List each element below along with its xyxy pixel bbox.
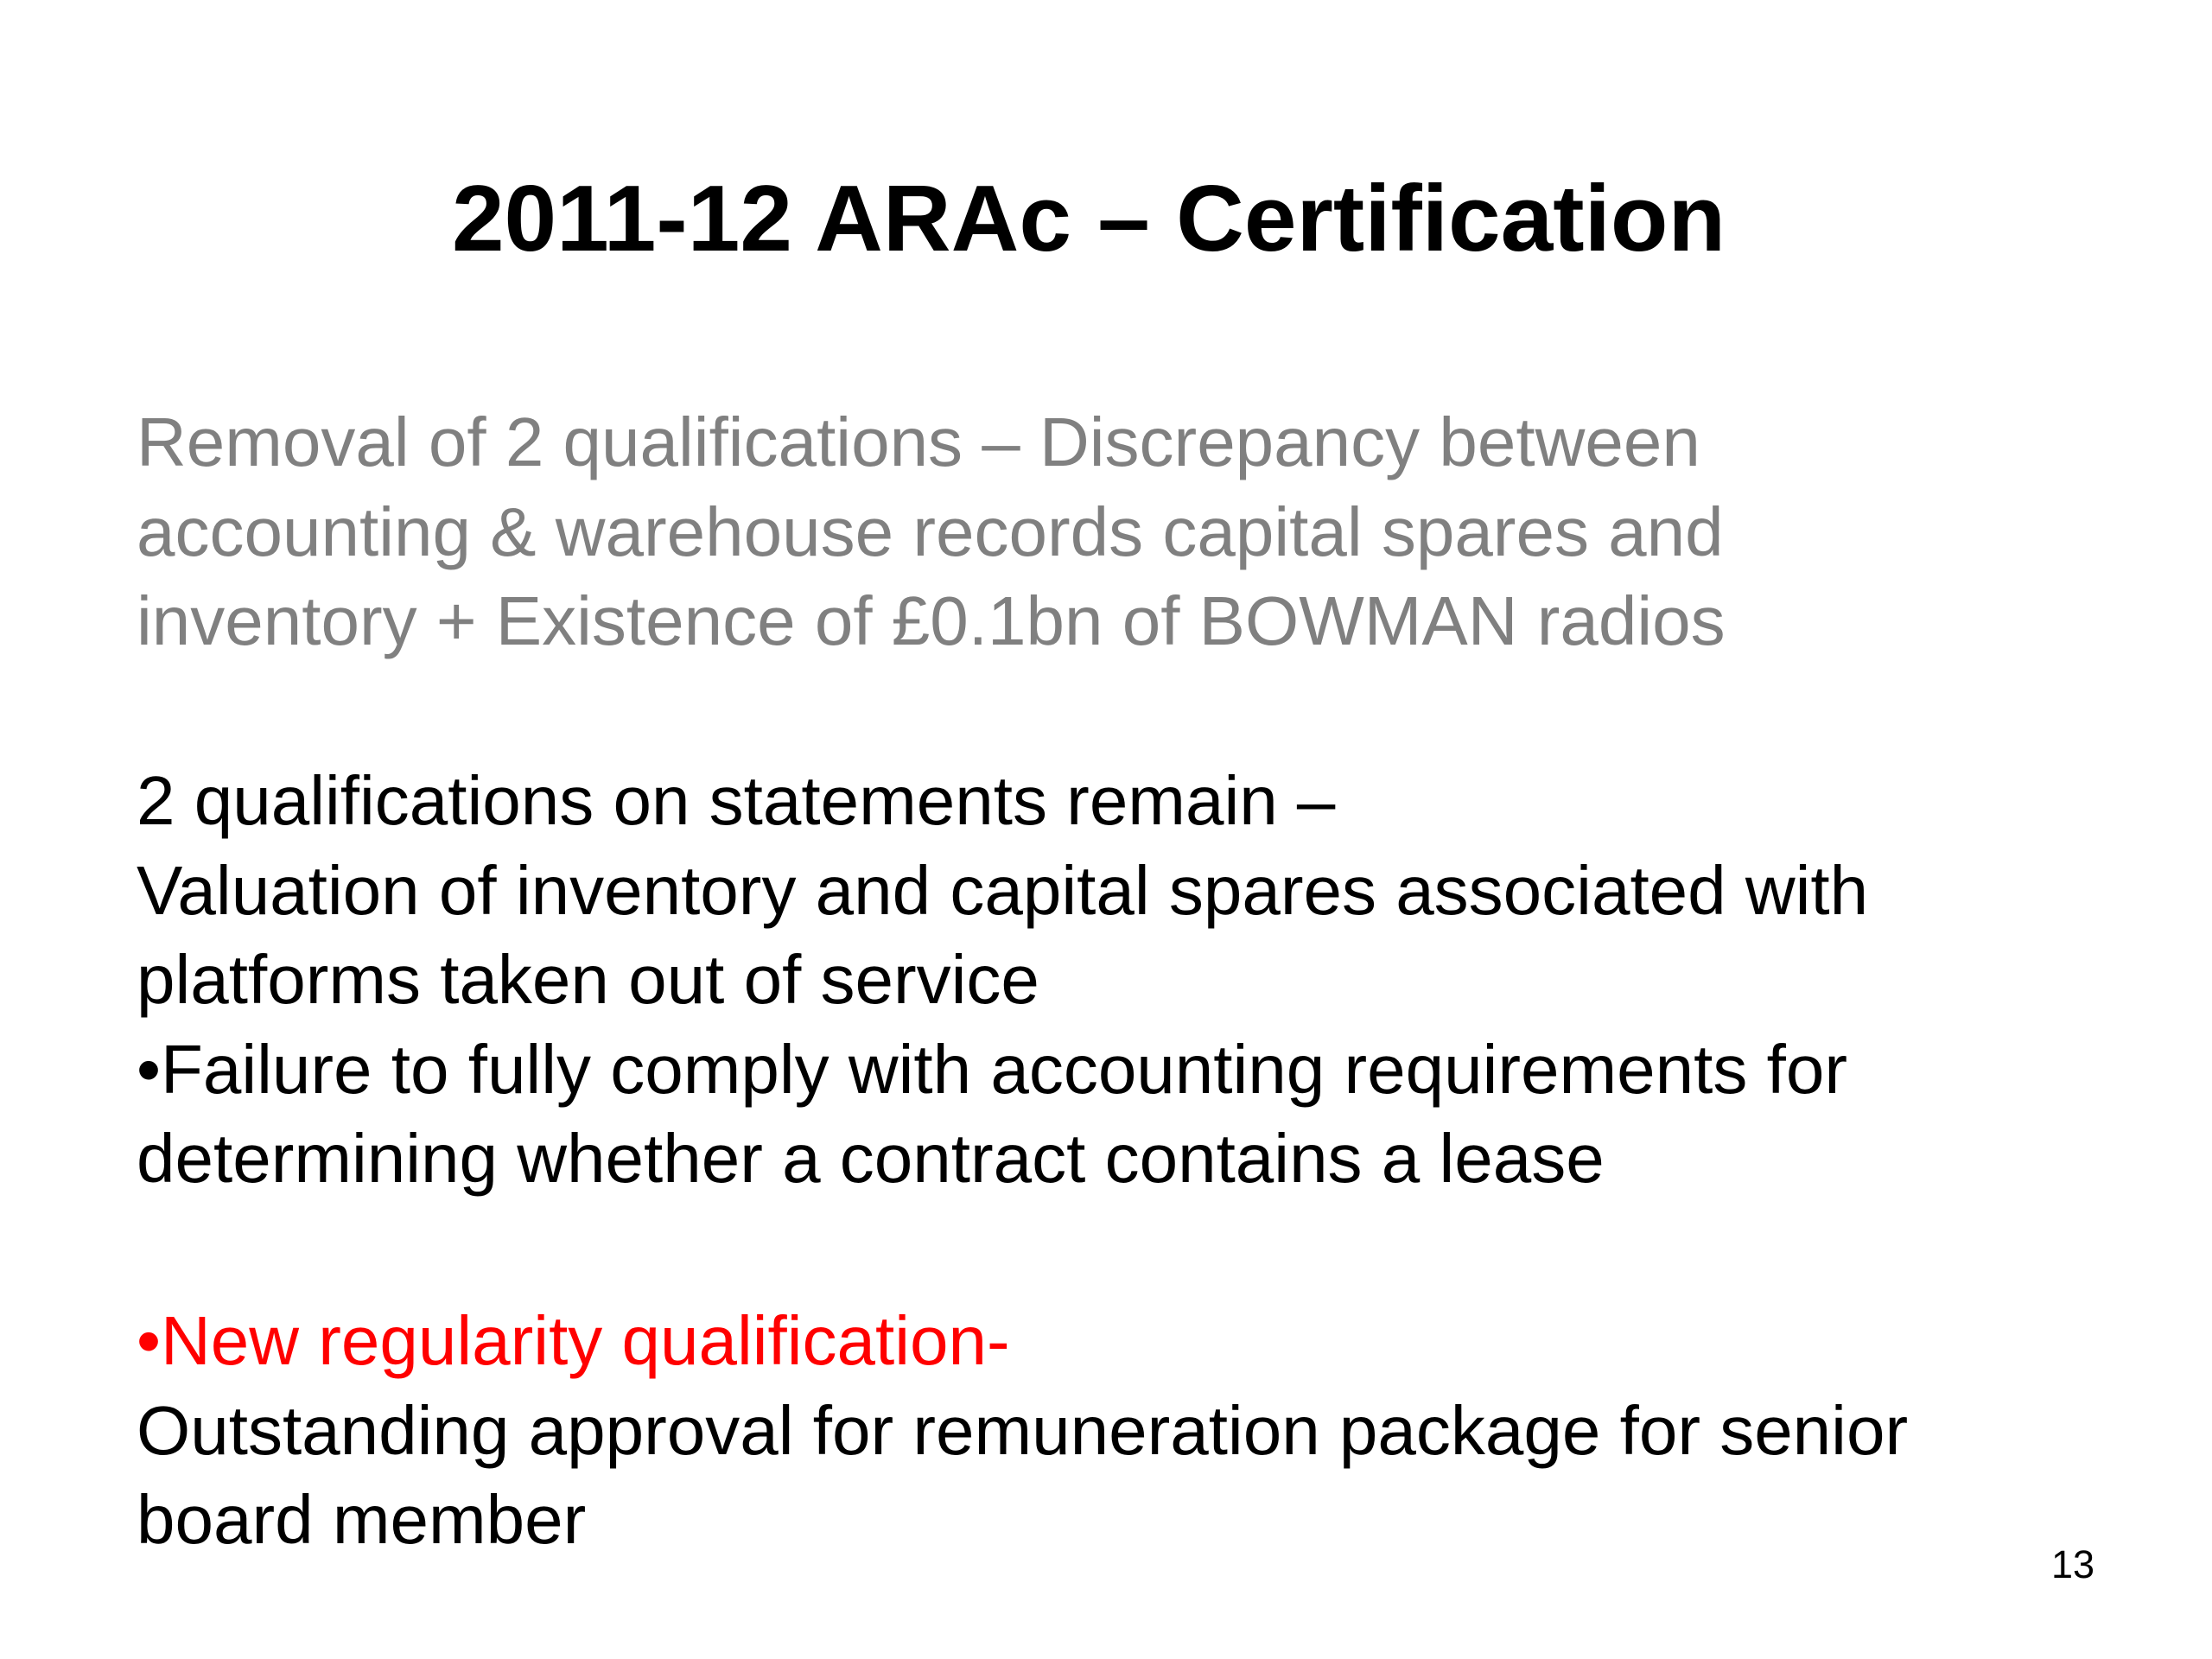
- slide-title: 2011-12 ARAc – Certification: [451, 166, 1726, 271]
- new-qualification-block: [137, 1296, 2124, 1565]
- removed-line-1: Removal of 2 qualifications – Discrepancy between: [137, 404, 1700, 480]
- remaining-qualifications-block: [137, 756, 2124, 1204]
- removed-line-2: accounting & warehouse records capital spares and: [137, 493, 1724, 570]
- remaining-line-3: platforms taken out of service: [137, 941, 1039, 1018]
- remaining-line-4: •Failure to fully comply with accounting requirements for: [137, 1030, 1847, 1108]
- remaining-line-2: Valuation of inventory and capital spares associated with: [137, 851, 1869, 929]
- remaining-line-5: determining whether a contract contains a lease: [137, 1120, 1605, 1197]
- removed-line-3: inventory + Existence of £0.1bn of BOWMAN radios: [137, 582, 1726, 659]
- removed-qualifications-block: [137, 397, 2124, 666]
- new-qualification-line-2: board member: [137, 1481, 587, 1558]
- remaining-line-1: 2 qualifications on statements remain –: [137, 762, 1336, 839]
- new-qualification-line-1: Outstanding approval for remuneration package for senior: [137, 1391, 1909, 1469]
- page-number: 13: [2050, 1542, 2094, 1586]
- new-qualification-heading: •New regularity qualification-: [137, 1302, 1010, 1379]
